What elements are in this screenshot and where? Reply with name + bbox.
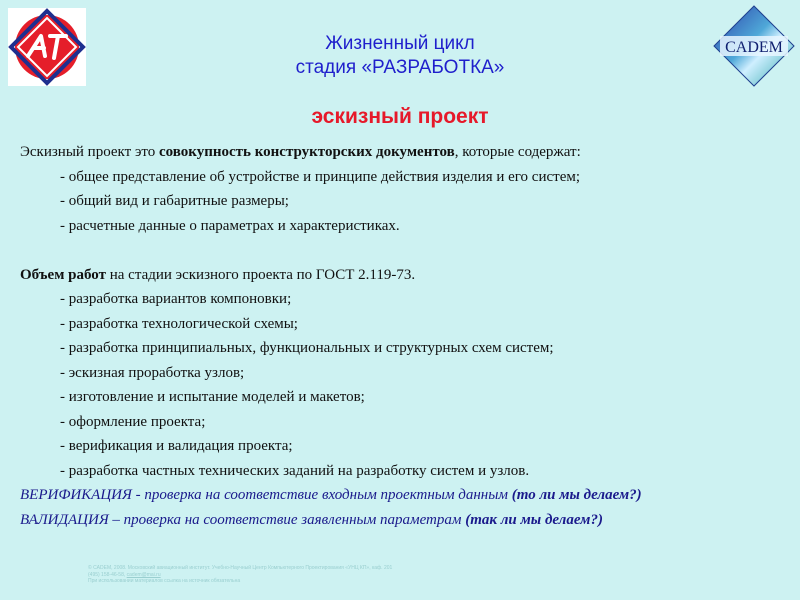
validation-text: ВАЛИДАЦИЯ – проверка на соответствие заявленным параметрам xyxy=(20,511,466,528)
footer-copyright: © CADEM, 2008. Московский авиационный институт. Учебно-Научный Центр Компьютерного Проектирования «УНЦ КП», каф. 201 xyxy=(88,565,393,571)
title-line-1: Жизненный цикл xyxy=(325,33,475,54)
intro-suffix: , которые содержат: xyxy=(454,144,581,160)
scope-item: - оформление проекта; xyxy=(60,413,206,430)
main-content xyxy=(20,140,790,532)
footer-email-link[interactable]: cadem@mai.ru xyxy=(126,571,161,578)
intro-item: - общий вид и габаритные размеры; xyxy=(60,193,289,209)
title-line-2: стадия «РАЗРАБОТКА» xyxy=(295,57,505,78)
verification-line xyxy=(20,483,790,508)
left-logo xyxy=(8,8,86,86)
intro-bold: совокупность конструкторских документов xyxy=(159,144,455,160)
scope-item: - разработка частных технических заданий на разработку систем и узлов. xyxy=(60,462,530,479)
scope-item: - изготовление и испытание моделей и макетов; xyxy=(60,389,365,405)
scope-item: - эскизная проработка узлов; xyxy=(60,364,245,381)
verification-question: (то ли мы делаем?) xyxy=(511,487,642,503)
scope-item: - разработка технологической схемы; xyxy=(60,315,298,332)
intro-item: - общее представление об устройстве и принципе действия изделия и его систем; xyxy=(60,168,581,185)
cadem-logo-text: CADEM xyxy=(725,39,783,56)
verification-text: ВЕРИФИКАЦИЯ - проверка на соответствие входным проектным данным xyxy=(20,487,512,503)
intro-item: - расчетные данные о параметрах и характеристиках. xyxy=(60,217,400,234)
cadem-logo xyxy=(712,4,796,88)
scope-rest: на стадии эскизного проекта по ГОСТ 2.119-73. xyxy=(105,266,416,283)
section-title: эскизный проект xyxy=(311,105,489,128)
scope-item: - разработка вариантов компоновки; xyxy=(60,291,292,307)
scope-item: - разработка принципиальных, функциональных и структурных схем систем; xyxy=(60,340,554,356)
footer-phone: (495) 158-46-58, xyxy=(88,571,127,578)
cadem-diamond-icon xyxy=(712,4,796,88)
footer xyxy=(88,565,608,585)
validation-question: (так ли мы делаем?) xyxy=(465,511,603,528)
validation-line xyxy=(20,508,790,533)
mai-logo-icon xyxy=(8,8,86,86)
footer-notice: При использовании материалов ссылка на источник обязательна xyxy=(88,578,241,584)
scope-line xyxy=(20,263,790,288)
intro-line xyxy=(20,140,790,165)
page-title xyxy=(200,32,600,80)
spacer xyxy=(20,238,790,263)
scope-item: - верификация и валидация проекта; xyxy=(60,438,293,454)
scope-bold: Объем работ xyxy=(20,266,106,283)
intro-prefix: Эскизный проект это xyxy=(20,144,159,160)
